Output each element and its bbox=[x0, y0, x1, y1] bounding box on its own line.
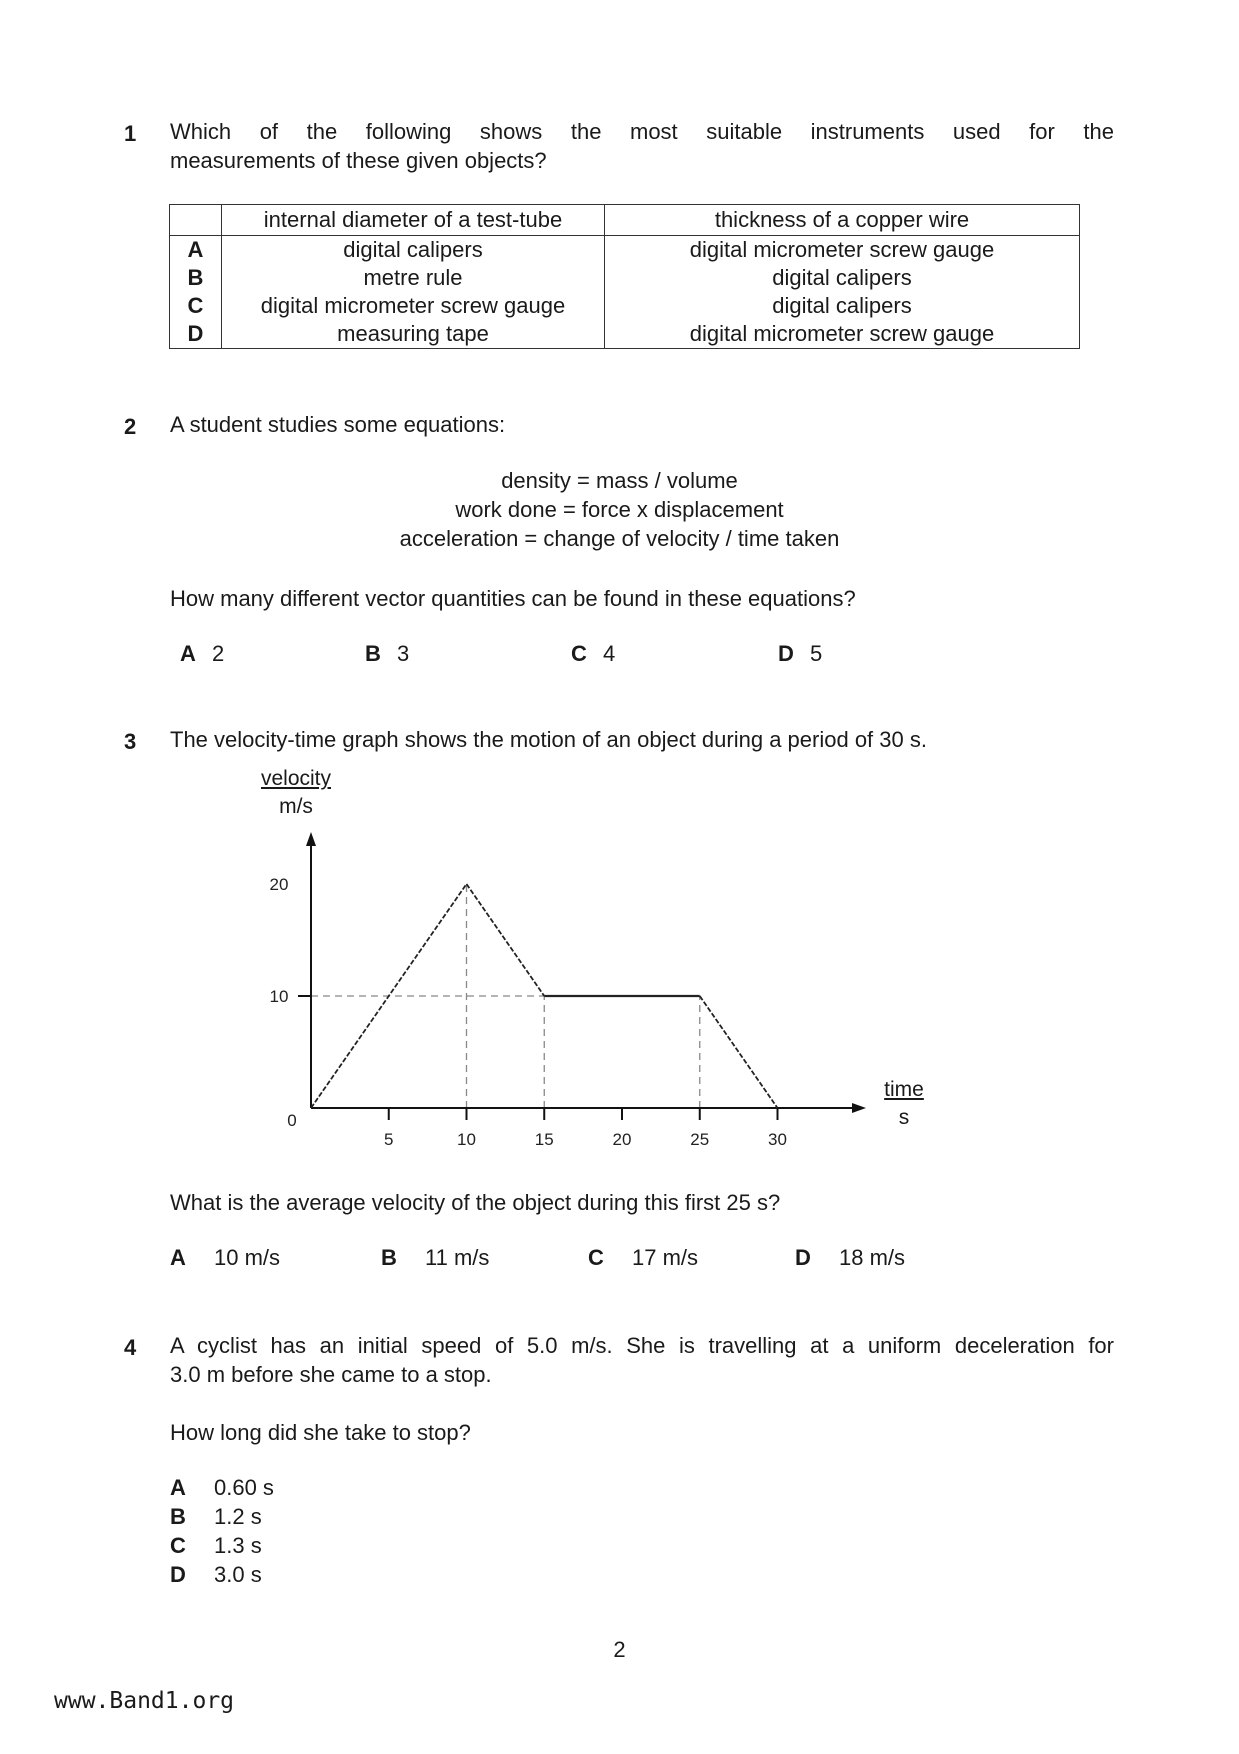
x-tick-label: 25 bbox=[690, 1130, 710, 1149]
option-label: A bbox=[180, 641, 196, 666]
cell-test-tube: digital calipers bbox=[222, 236, 605, 265]
equation-work-done: work done = force x displacement bbox=[455, 497, 784, 522]
option-value: 5 bbox=[810, 641, 823, 666]
footer-url: www.Band1.org bbox=[54, 1688, 235, 1714]
velocity-line-segment bbox=[700, 996, 778, 1108]
row-label: D bbox=[170, 320, 222, 349]
option-d[interactable] bbox=[795, 1245, 905, 1271]
origin-label: 0 bbox=[287, 1111, 297, 1130]
option-d[interactable] bbox=[170, 1562, 262, 1588]
y-axis-unit: m/s bbox=[279, 795, 313, 818]
option-b[interactable] bbox=[381, 1245, 489, 1271]
x-axis-unit: s bbox=[898, 1106, 910, 1129]
y-tick-label: 20 bbox=[269, 875, 289, 894]
cell-copper-wire: digital calipers bbox=[605, 292, 1080, 320]
table-header-row bbox=[170, 205, 1080, 236]
question-1-stem-line1: Which of the following shows the most suitable instruments used for the bbox=[170, 119, 1114, 144]
cell-copper-wire: digital micrometer screw gauge bbox=[605, 236, 1080, 265]
cell-test-tube: measuring tape bbox=[222, 320, 605, 349]
option-value: 18 m/s bbox=[839, 1245, 906, 1270]
y-axis-label bbox=[254, 765, 338, 821]
cell-test-tube: digital micrometer screw gauge bbox=[222, 292, 605, 320]
option-label: D bbox=[778, 641, 794, 666]
option-label: B bbox=[381, 1245, 397, 1270]
question-1-number: 1 bbox=[124, 121, 137, 146]
question-2-number: 2 bbox=[124, 414, 137, 439]
row-label: C bbox=[170, 292, 222, 320]
option-value: 3 bbox=[397, 641, 410, 666]
option-value: 0.60 s bbox=[214, 1475, 274, 1500]
table-row bbox=[170, 264, 1080, 292]
option-value: 1.2 s bbox=[214, 1504, 262, 1529]
option-a[interactable] bbox=[170, 1475, 274, 1501]
table-row bbox=[170, 236, 1080, 265]
option-b[interactable] bbox=[170, 1504, 262, 1530]
velocity-line-segment bbox=[467, 884, 545, 996]
row-label: B bbox=[170, 264, 222, 292]
option-a[interactable] bbox=[180, 641, 224, 667]
cell-test-tube: metre rule bbox=[222, 264, 605, 292]
question-4-prompt: How long did she take to stop? bbox=[170, 1420, 471, 1445]
option-label: A bbox=[170, 1475, 186, 1500]
table-header-blank bbox=[170, 205, 222, 236]
option-value: 11 m/s bbox=[425, 1245, 490, 1270]
x-tick-label: 20 bbox=[612, 1130, 632, 1149]
y-tick-label: 10 bbox=[269, 987, 289, 1006]
option-c[interactable] bbox=[588, 1245, 698, 1271]
x-tick-label: 10 bbox=[457, 1130, 476, 1149]
cell-copper-wire: digital calipers bbox=[605, 264, 1080, 292]
x-tick-label: 15 bbox=[534, 1130, 554, 1149]
question-1-stem-line2: measurements of these given objects? bbox=[170, 148, 547, 173]
question-1-table bbox=[169, 204, 1080, 349]
question-3-stem: The velocity-time graph shows the motion of an object during a period of 30 s. bbox=[170, 727, 927, 752]
table-header-copper-wire: thickness of a copper wire bbox=[605, 205, 1080, 236]
equation-acceleration: acceleration = change of velocity / time taken bbox=[399, 526, 840, 551]
option-label: B bbox=[365, 641, 381, 666]
question-3-number: 3 bbox=[124, 729, 137, 754]
option-label: B bbox=[170, 1504, 186, 1529]
table-row bbox=[170, 292, 1080, 320]
question-4-number: 4 bbox=[124, 1335, 137, 1360]
y-axis-title: velocity bbox=[260, 767, 332, 790]
option-a[interactable] bbox=[170, 1245, 280, 1271]
option-b[interactable] bbox=[365, 641, 409, 667]
x-tick-label: 5 bbox=[384, 1130, 394, 1149]
question-4-stem-line2: 3.0 m before she came to a stop. bbox=[170, 1362, 492, 1387]
option-label: D bbox=[795, 1245, 811, 1270]
option-label: A bbox=[170, 1245, 186, 1270]
velocity-line-segment bbox=[311, 884, 467, 1108]
option-label: C bbox=[588, 1245, 604, 1270]
question-2-stem: A student studies some equations: bbox=[170, 412, 506, 437]
y-axis-arrow-icon bbox=[306, 832, 316, 846]
option-value: 4 bbox=[603, 641, 616, 666]
table-row bbox=[170, 320, 1080, 349]
table-header-test-tube: internal diameter of a test-tube bbox=[222, 205, 605, 236]
x-axis-arrow-icon bbox=[852, 1103, 866, 1113]
option-c[interactable] bbox=[170, 1533, 262, 1559]
question-2-prompt: How many different vector quantities can be found in these equations? bbox=[170, 586, 856, 611]
cell-copper-wire: digital micrometer screw gauge bbox=[605, 320, 1080, 349]
option-value: 3.0 s bbox=[214, 1562, 262, 1587]
question-4-stem-line1: A cyclist has an initial speed of 5.0 m/s. She is travelling at a uniform deceleration for bbox=[170, 1333, 1114, 1358]
page-number: 2 bbox=[613, 1637, 626, 1662]
equation-density: density = mass / volume bbox=[501, 468, 738, 493]
option-label: C bbox=[170, 1533, 186, 1558]
option-d[interactable] bbox=[778, 641, 822, 667]
option-label: D bbox=[170, 1562, 186, 1587]
option-value: 2 bbox=[212, 641, 225, 666]
row-label: A bbox=[170, 236, 222, 265]
question-3-prompt: What is the average velocity of the object during this first 25 s? bbox=[170, 1190, 781, 1215]
option-value: 17 m/s bbox=[632, 1245, 699, 1270]
option-value: 10 m/s bbox=[214, 1245, 281, 1270]
option-c[interactable] bbox=[571, 641, 615, 667]
x-axis-label bbox=[876, 1076, 932, 1132]
option-value: 1.3 s bbox=[214, 1533, 262, 1558]
option-label: C bbox=[571, 641, 587, 666]
x-tick-label: 30 bbox=[768, 1130, 787, 1149]
x-axis-title: time bbox=[884, 1078, 924, 1101]
